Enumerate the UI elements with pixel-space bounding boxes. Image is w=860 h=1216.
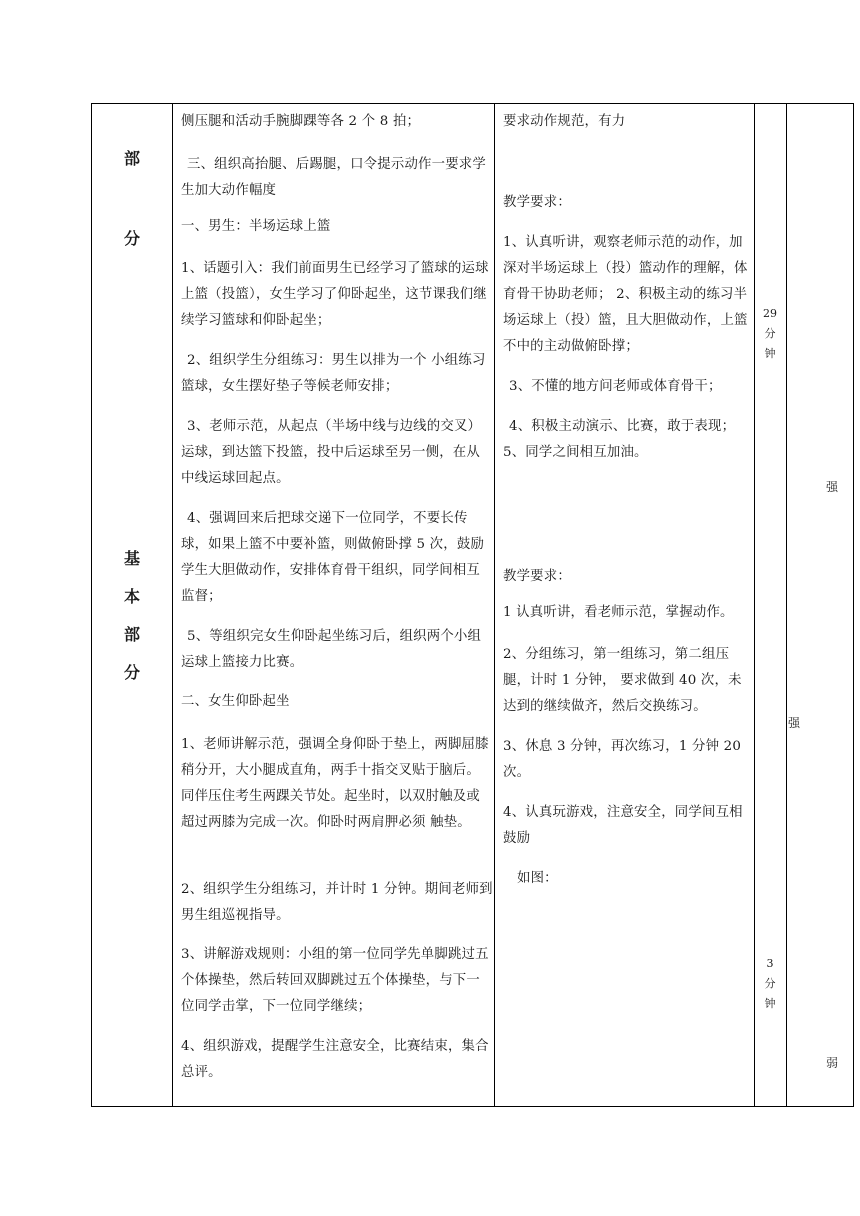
intensity-label: 强 <box>825 480 838 494</box>
requirement-paragraph: 2、分组练习，第一组练习，第二组压腿，计时 1 分钟， 要求做到 40 次，未达到的继续做齐，然后交换练习。 <box>503 647 742 714</box>
requirement-heading: 教学要求： <box>503 569 571 584</box>
procedure-paragraph: 侧压腿和活动手腕脚踝等各 2 个 8 拍； <box>181 114 421 129</box>
procedure-paragraph: 3、讲解游戏规则：小组的第一位同学先单脚跳过五个体操垫，然后转回双脚跳过五个体操垫，与下一位同学击掌，下一位同学继续； <box>181 947 489 1014</box>
section-label-upper: 分 <box>123 229 140 248</box>
time-duration: 29 分 钟 <box>763 307 777 360</box>
procedure-paragraph: 1、话题引入：我们前面男生已经学习了篮球的运球上篮（投篮），女生学习了仰卧起坐，这节课我们继续学习篮球和仰卧起坐； <box>181 261 489 328</box>
procedure-paragraph: 2、组织学生分组练习，并计时 1 分钟。期间老师到男生组巡视指导。 <box>181 882 493 923</box>
requirement-paragraph: 3、不懂的地方问老师或体育骨干； <box>509 379 722 394</box>
requirement-paragraph: 要求动作规范，有力 <box>503 114 626 129</box>
time-column <box>755 104 785 1106</box>
procedure-heading: 二、女生仰卧起坐 <box>181 694 290 709</box>
procedure-paragraph: 2、组织学生分组练习：男生以排为一个 小组练习篮球，女生摆好垫子等候老师安排； <box>181 353 486 394</box>
procedure-heading: 一、男生：半场运球上篮 <box>181 219 331 234</box>
intensity-column <box>787 104 853 1106</box>
requirement-paragraph: 4、认真玩游戏，注意安全，同学间互相鼓励 <box>503 805 743 846</box>
procedure-paragraph: 1、老师讲解示范，强调全身仰卧于垫上，两脚屈膝稍分开，大小腿成直角，两手十指交叉贴于脑后。同伴压住考生两踝关节处。起坐时，以双肘触及或超过两膝为完成一次。仰卧时两肩胛必须 触垫。 <box>181 737 489 830</box>
requirement-paragraph: 1 认真听讲，看老师示范，掌握动作。 <box>503 605 734 620</box>
requirements-column <box>495 104 753 1106</box>
requirement-paragraph: 3、休息 3 分钟，再次练习，1 分钟 20 次。 <box>503 739 742 780</box>
section-column <box>92 104 172 1106</box>
procedure-paragraph: 4、组织游戏，提醒学生注意安全，比赛结束，集合总评。 <box>181 1039 489 1080</box>
procedure-paragraph: 三、组织高抬腿、后踢腿，口令提示动作一要求学生加大动作幅度 <box>181 157 486 198</box>
requirement-paragraph: 1、认真听讲，观察老师示范的动作，加深对半场运球上（投）篮动作的理解，体育骨干协助老师； 2、积极主动的练习半场运球上（投）篮，且大胆做动作，上篮不中的主动做俯卧撑； <box>503 235 748 354</box>
procedure-paragraph: 4、强调回来后把球交递下一位同学，不要长传球，如果上篮不中要补篮，则做俯卧撑 5 次，鼓励学生大胆做动作，安排体育骨干组织，同学间相互监督； <box>181 511 485 604</box>
intensity-label: 弱 <box>825 1056 838 1070</box>
requirement-paragraph: 4、积极主动演示、比赛，敢于表现；5、同学之间相互加油。 <box>503 419 736 460</box>
procedure-paragraph: 3、老师示范，从起点（半场中线与边线的交叉）运球，到达篮下投篮，投中后运球至另一侧，在从中线运球回起点。 <box>181 419 482 486</box>
intensity-label: 强 <box>787 716 800 730</box>
procedure-paragraph: 5、等组织完女生仰卧起坐练习后，组织两个小组运球上篮接力比赛。 <box>181 629 482 670</box>
lesson-plan-table <box>91 103 854 1107</box>
section-label-basic: 基 本 部 分 <box>123 549 140 682</box>
time-duration: 3 分 钟 <box>764 957 776 1010</box>
requirement-paragraph: 如图： <box>517 871 558 886</box>
section-label-upper: 部 <box>123 149 140 168</box>
procedure-column <box>173 104 493 1106</box>
requirement-heading: 教学要求： <box>503 195 571 210</box>
